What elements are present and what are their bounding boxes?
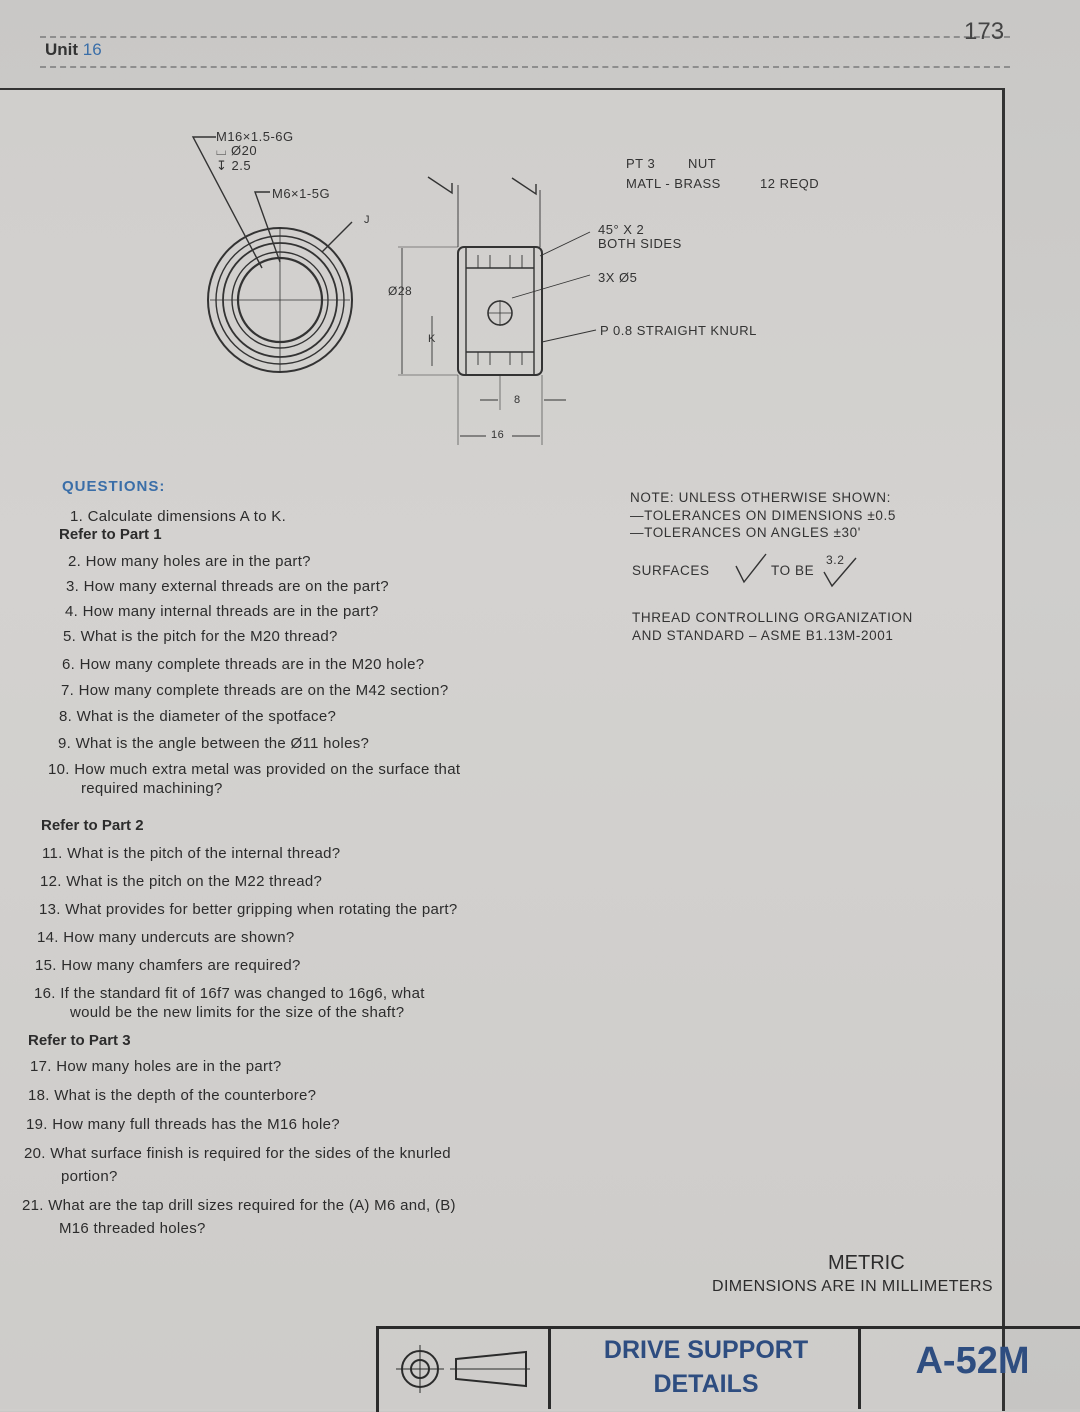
question-5: 5. What is the pitch for the M20 thread?	[63, 628, 338, 645]
title-block-divider-1	[548, 1326, 551, 1409]
third-angle-projection-icon	[390, 1340, 540, 1398]
holes-note: 3X Ø5	[598, 270, 638, 285]
refer-part-2: Refer to Part 2	[41, 817, 144, 834]
note-line1: NOTE: UNLESS OTHERWISE SHOWN:	[630, 490, 891, 505]
surface-finish-symbol-icon	[822, 556, 862, 590]
callout-depth: ↧ 2.5	[216, 158, 252, 173]
leader-j	[322, 222, 352, 252]
question-13: 13. What provides for better gripping when rotating the part?	[39, 901, 458, 918]
callout-counterbore: ⌴ Ø20	[216, 143, 258, 158]
to-be-label: TO BE	[771, 563, 815, 578]
question-6: 6. How many complete threads are in the M20 hole?	[62, 656, 425, 673]
question-14: 14. How many undercuts are shown?	[37, 929, 295, 946]
callout-thread-m6: M6×1-5G	[272, 186, 331, 201]
chamfer-note-line2: BOTH SIDES	[598, 236, 682, 251]
part-quantity: 12 REQD	[760, 176, 820, 191]
question-9: 9. What is the angle between the Ø11 holes?	[58, 735, 370, 752]
thread-org-line1: THREAD CONTROLLING ORGANIZATION	[632, 610, 913, 625]
question-10-line1: 10. How much extra metal was provided on the surface that	[48, 761, 461, 778]
dimensions-note: DIMENSIONS ARE IN MILLIMETERS	[712, 1278, 993, 1295]
question-17: 17. How many holes are in the part?	[30, 1058, 282, 1075]
unit-number: 16	[82, 40, 102, 59]
part-name: NUT	[688, 156, 717, 171]
thread-org-line2: AND STANDARD – ASME B1.13M-2001	[632, 628, 894, 643]
unit-word: Unit	[45, 40, 79, 59]
question-11: 11. What is the pitch of the internal thread?	[42, 845, 341, 862]
label-dim-16: 16	[491, 429, 505, 441]
question-19: 19. How many full threads has the M16 hole?	[26, 1116, 340, 1133]
question-15: 15. How many chamfers are required?	[35, 957, 301, 974]
finish-value: 3.2	[826, 553, 845, 567]
callout-thread-m16: M16×1.5-6G	[216, 129, 294, 144]
question-20-line2: portion?	[61, 1168, 118, 1185]
page-number: 173	[964, 18, 1005, 45]
note-line3: —TOLERANCES ON ANGLES ±30'	[630, 525, 861, 540]
question-2: 2. How many holes are in the part?	[68, 553, 311, 570]
drawing-title-line1: DRIVE SUPPORT	[603, 1336, 809, 1364]
chamfer-note-line1: 45° X 2	[598, 222, 645, 237]
note-line2: —TOLERANCES ON DIMENSIONS ±0.5	[630, 508, 896, 523]
metric-label: METRIC	[828, 1252, 905, 1274]
question-18: 18. What is the depth of the counterbore?	[28, 1087, 317, 1104]
question-4: 4. How many internal threads are in the part?	[65, 603, 379, 620]
question-16-line2: would be the new limits for the size of the shaft?	[70, 1004, 405, 1021]
finish-mark-right	[512, 178, 536, 194]
question-12: 12. What is the pitch on the M22 thread?	[40, 873, 323, 890]
question-21-line2: M16 threaded holes?	[59, 1220, 206, 1237]
knurl-note: P 0.8 STRAIGHT KNURL	[600, 323, 757, 338]
question-7: 7. How many complete threads are on the M42 section?	[61, 682, 449, 699]
part-label: PT 3	[626, 156, 656, 171]
question-10-line2: required machining?	[81, 780, 223, 797]
question-20-line1: 20. What surface finish is required for the sides of the knurled	[24, 1145, 451, 1162]
drawing-number: A-52M	[915, 1340, 1030, 1382]
finish-mark-left	[428, 177, 452, 193]
surface-finish-icon	[734, 552, 770, 586]
title-block-divider-2	[858, 1326, 861, 1409]
question-1: 1. Calculate dimensions A to K.	[70, 508, 287, 525]
question-3: 3. How many external threads are on the part?	[66, 578, 389, 595]
part-material: MATL - BRASS	[626, 176, 721, 191]
label-j: J	[364, 214, 370, 226]
label-k: K	[428, 333, 436, 345]
label-diameter-28: Ø28	[388, 284, 413, 298]
surfaces-label: SURFACES	[632, 563, 710, 578]
question-16-line1: 16. If the standard fit of 16f7 was changed to 16g6, what	[34, 985, 425, 1002]
refer-part-3: Refer to Part 3	[28, 1032, 131, 1049]
questions-heading: QUESTIONS:	[62, 478, 166, 495]
question-21-line1: 21. What are the tap drill sizes required for the (A) M6 and, (B)	[22, 1197, 456, 1214]
question-8: 8. What is the diameter of the spotface?	[59, 708, 337, 725]
refer-part-1: Refer to Part 1	[59, 526, 162, 543]
label-dim-8: 8	[514, 394, 521, 406]
drawing-title-line2: DETAILS	[653, 1370, 759, 1398]
